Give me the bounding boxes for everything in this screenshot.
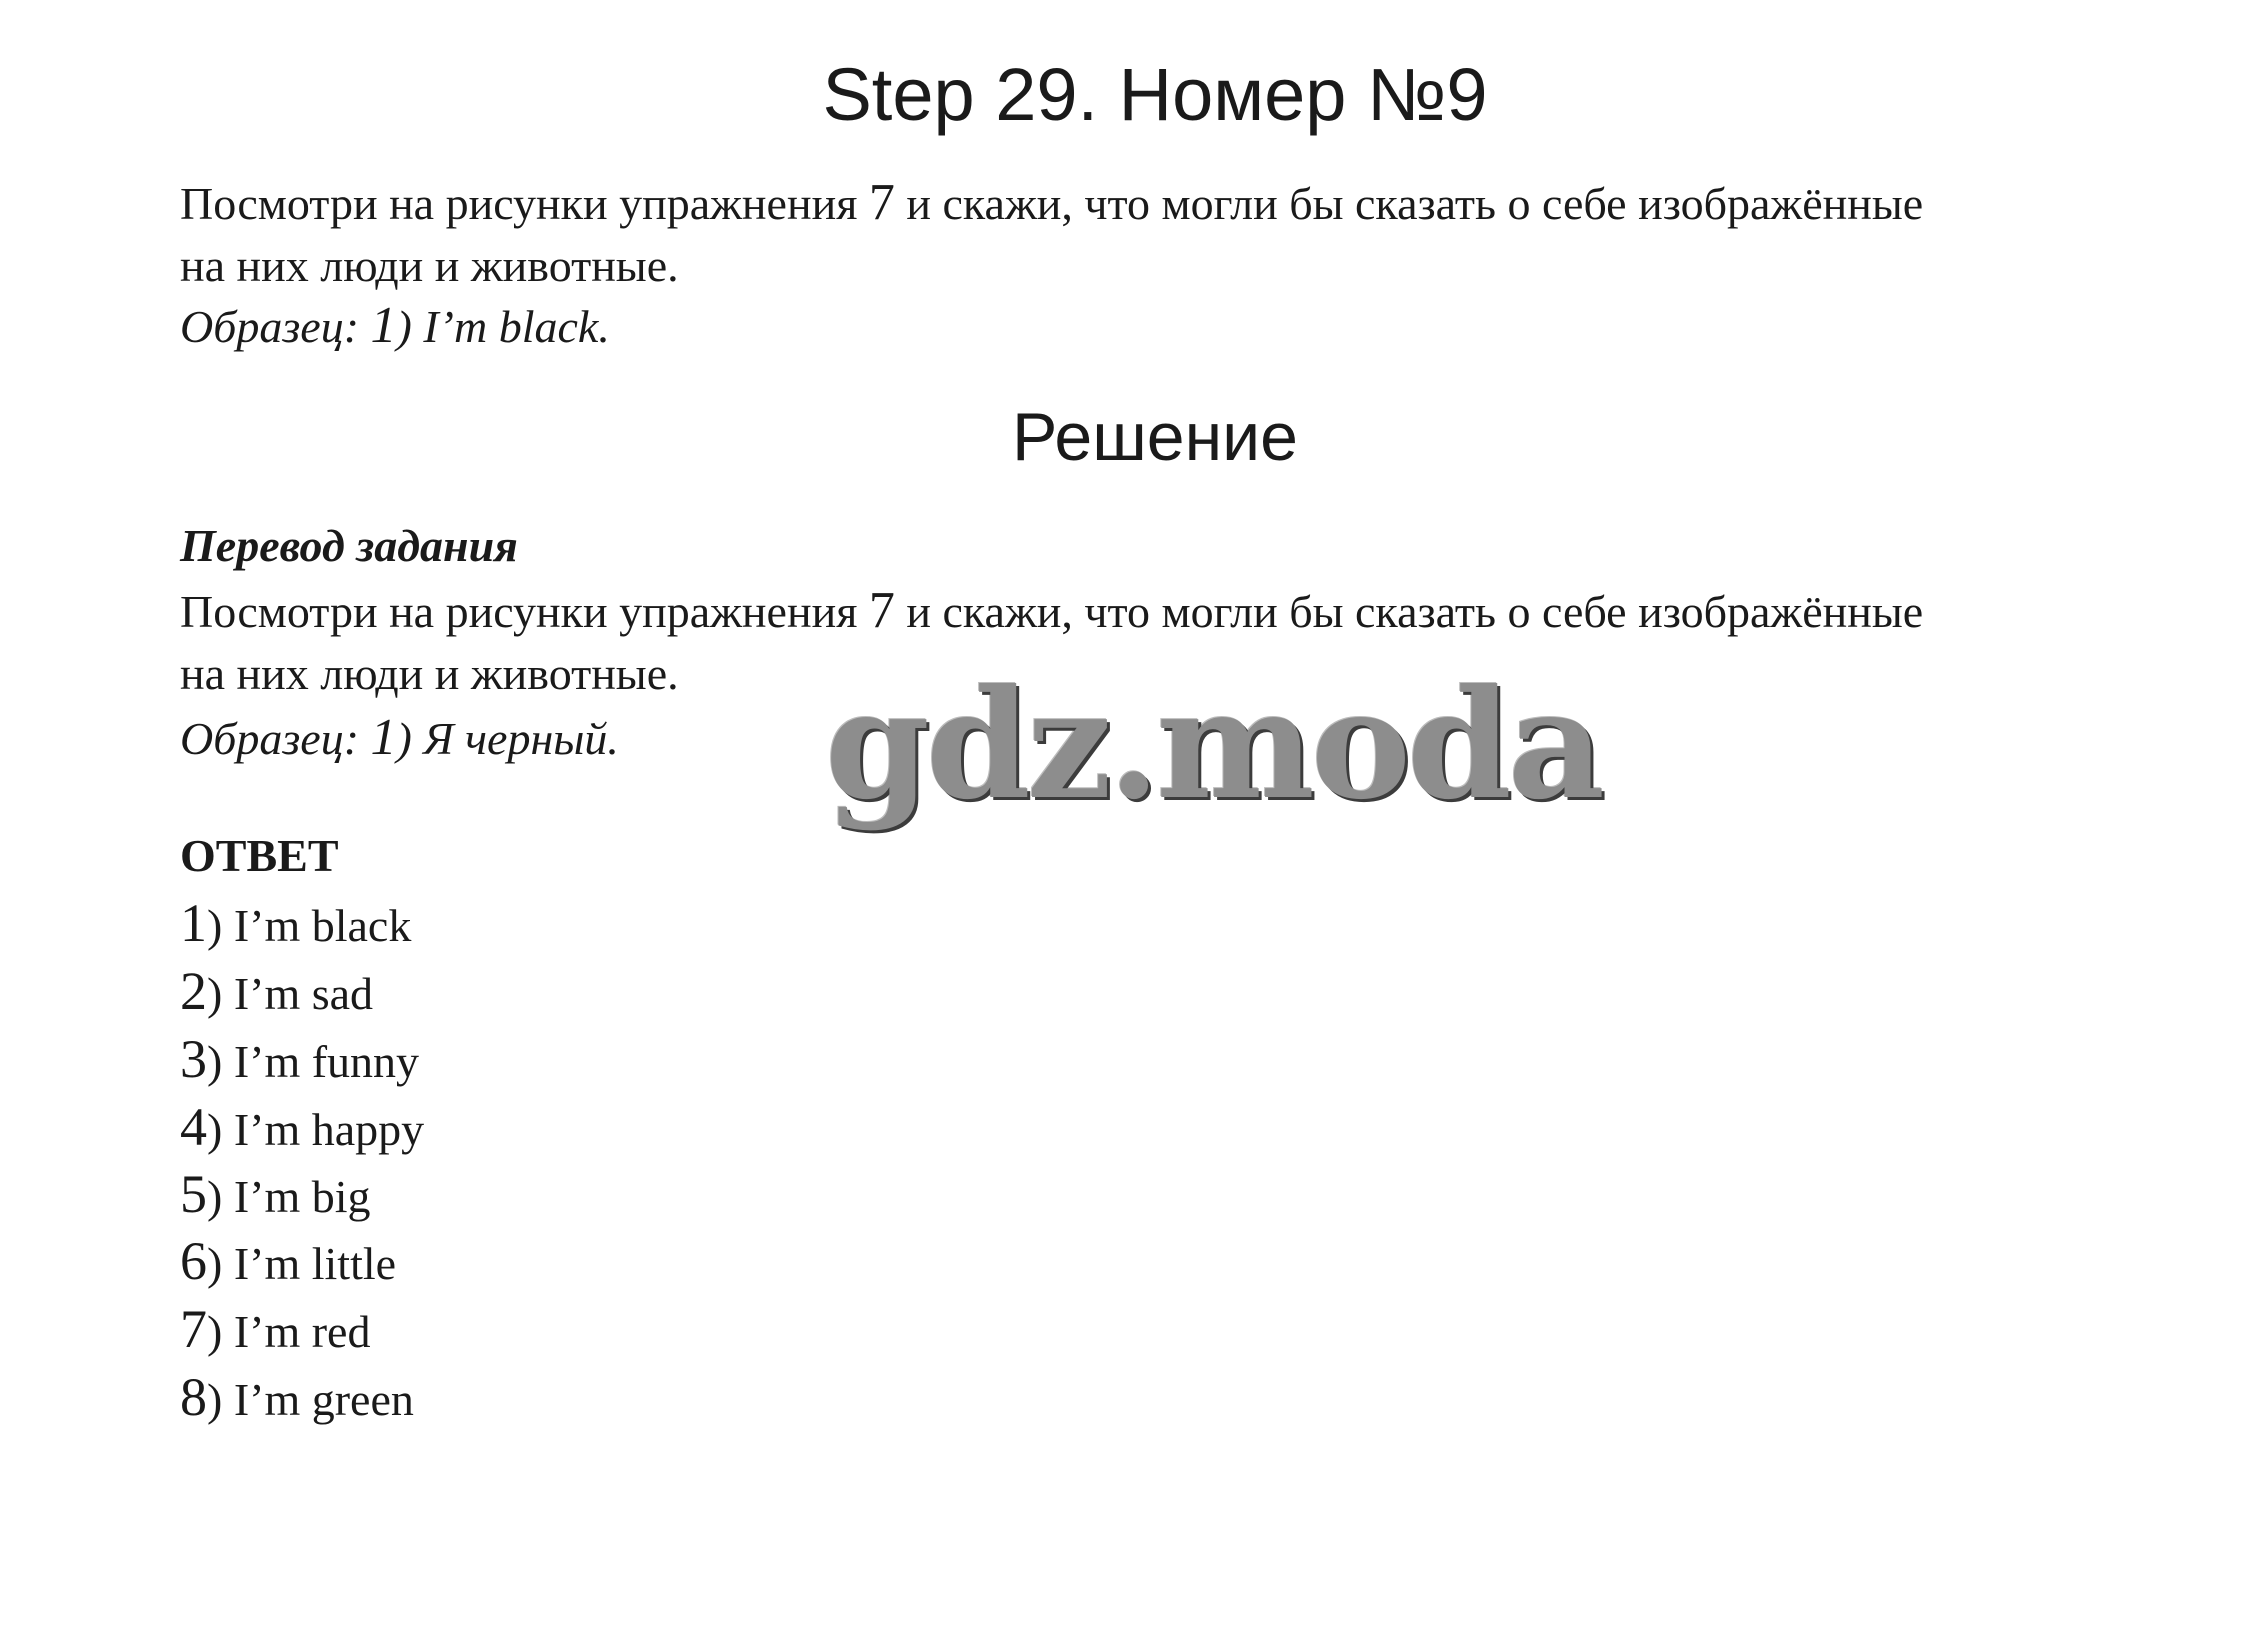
page-title: Step 29. Номер №9	[822, 53, 1488, 136]
translation-text: Посмотри на рисунки упражнения 7 и скажи, что могли бы сказать о себе изображённые на них люди и животные.	[180, 582, 1924, 699]
answer-heading: ОТВЕТ	[180, 830, 339, 881]
task-sample: Образец: 1) I’m black.	[180, 297, 610, 354]
solution-heading: Решение	[1012, 399, 1298, 475]
list-item: 7) I’m red	[180, 1299, 371, 1359]
list-item: 6) I’m little	[180, 1231, 397, 1291]
watermark-logo: gdz.moda	[825, 657, 1602, 833]
list-item: 1) I’m black	[180, 893, 412, 953]
list-item: 3) I’m funny	[180, 1029, 420, 1089]
list-item: 2) I’m sad	[180, 961, 374, 1021]
task-text: Посмотри на рисунки упражнения 7 и скажи, что могли бы сказать о себе изображённые на них люди и животные.	[180, 174, 1924, 291]
translation-sample: Образец: 1) Я черный.	[180, 709, 619, 766]
list-item: 4) I’m happy	[180, 1097, 425, 1157]
list-item: 8) I’m green	[180, 1367, 414, 1427]
translation-heading: Перевод задания	[180, 520, 518, 571]
list-item: 5) I’m big	[180, 1164, 371, 1224]
